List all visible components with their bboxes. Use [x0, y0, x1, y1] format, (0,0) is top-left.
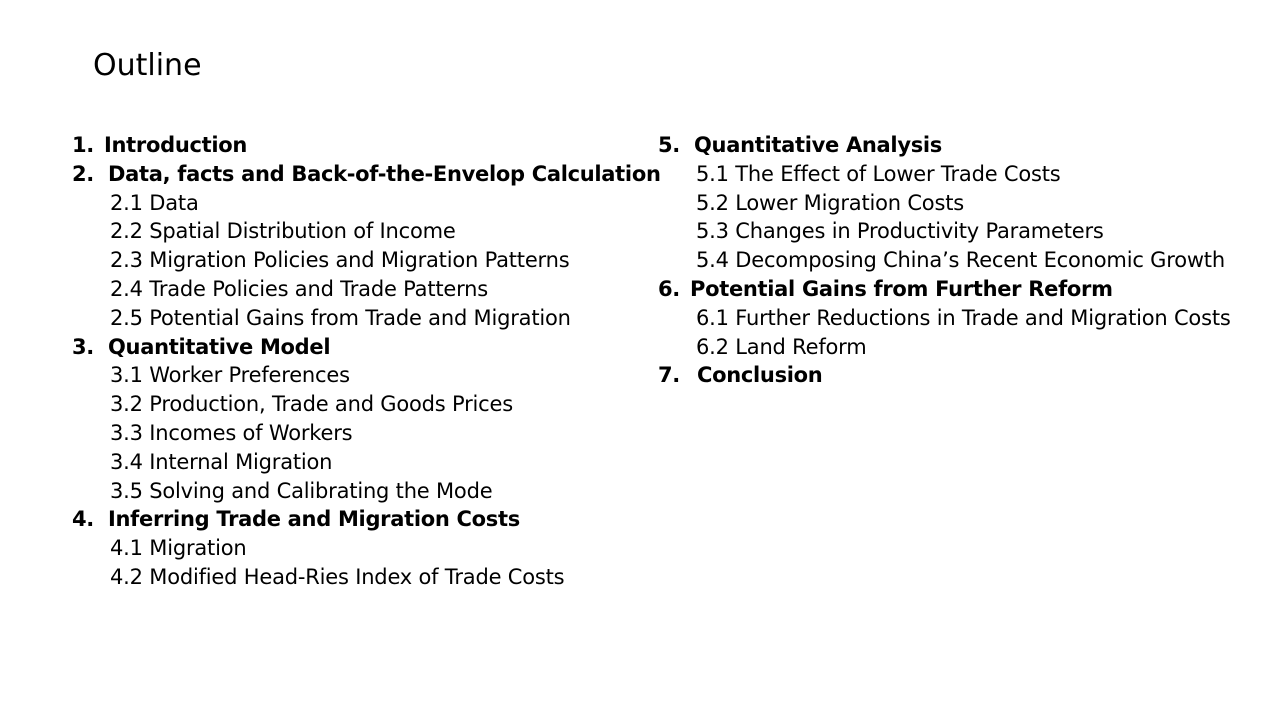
outline-subsection: 4.1 Migration: [110, 536, 247, 561]
outline-subsection: 6.1 Further Reductions in Trade and Migration Costs: [696, 305, 1231, 330]
outline-subsection: 2.3 Migration Policies and Migration Patterns: [110, 248, 570, 273]
section-label: Conclusion: [697, 363, 823, 388]
section-number: 3.: [72, 334, 94, 359]
outline-section: [658, 275, 1258, 304]
outline-subsection: 5.3 Changes in Productivity Parameters: [696, 219, 1104, 244]
outline-subsection: 3.3 Incomes of Workers: [110, 420, 353, 445]
slide-title: Outline: [93, 48, 202, 83]
outline-section: [72, 505, 652, 534]
outline-right-column: [658, 131, 1258, 390]
section-number: 2.: [72, 161, 94, 186]
section-number: 6.: [658, 276, 680, 301]
outline-section: [72, 333, 652, 362]
outline-section: [72, 131, 652, 160]
outline-subsection: 3.2 Production, Trade and Goods Prices: [110, 392, 513, 417]
outline-section: [658, 361, 1258, 390]
outline-subsection: 2.1 Data: [110, 190, 199, 215]
outline-subsection: 5.1 The Effect of Lower Trade Costs: [696, 161, 1061, 186]
outline-subsection: 3.4 Internal Migration: [110, 449, 333, 474]
section-number: 4.: [72, 507, 94, 532]
outline-subsection: 3.5 Solving and Calibrating the Mode: [110, 478, 493, 503]
outline-subsection: 2.4 Trade Policies and Trade Patterns: [110, 276, 489, 301]
outline-left-column: [72, 131, 661, 592]
outline-section: [72, 160, 661, 189]
section-label: Potential Gains from Further Reform: [690, 276, 1113, 301]
outline-section: [658, 131, 1258, 160]
outline-subsection: 2.2 Spatial Distribution of Income: [110, 219, 456, 244]
outline-subsection: 5.4 Decomposing China’s Recent Economic Growth: [696, 248, 1225, 273]
section-number: 7.: [658, 363, 680, 388]
outline-subsection: 4.2 Modified Head-Ries Index of Trade Costs: [110, 564, 565, 589]
outline-subsection: 2.5 Potential Gains from Trade and Migration: [110, 305, 571, 330]
section-label: Quantitative Model: [108, 334, 331, 359]
outline-subsection: 6.2 Land Reform: [696, 334, 867, 359]
section-label: Quantitative Analysis: [694, 133, 943, 157]
outline-subsection: 5.2 Lower Migration Costs: [696, 190, 964, 215]
section-number: 1.: [72, 133, 94, 157]
section-label: Data, facts and Back-of-the-Envelop Calculation: [108, 161, 661, 186]
outline-subsection: 3.1 Worker Preferences: [110, 363, 350, 388]
section-label: Introduction: [104, 133, 248, 157]
section-label: Inferring Trade and Migration Costs: [108, 507, 520, 532]
section-number: 5.: [658, 133, 680, 157]
